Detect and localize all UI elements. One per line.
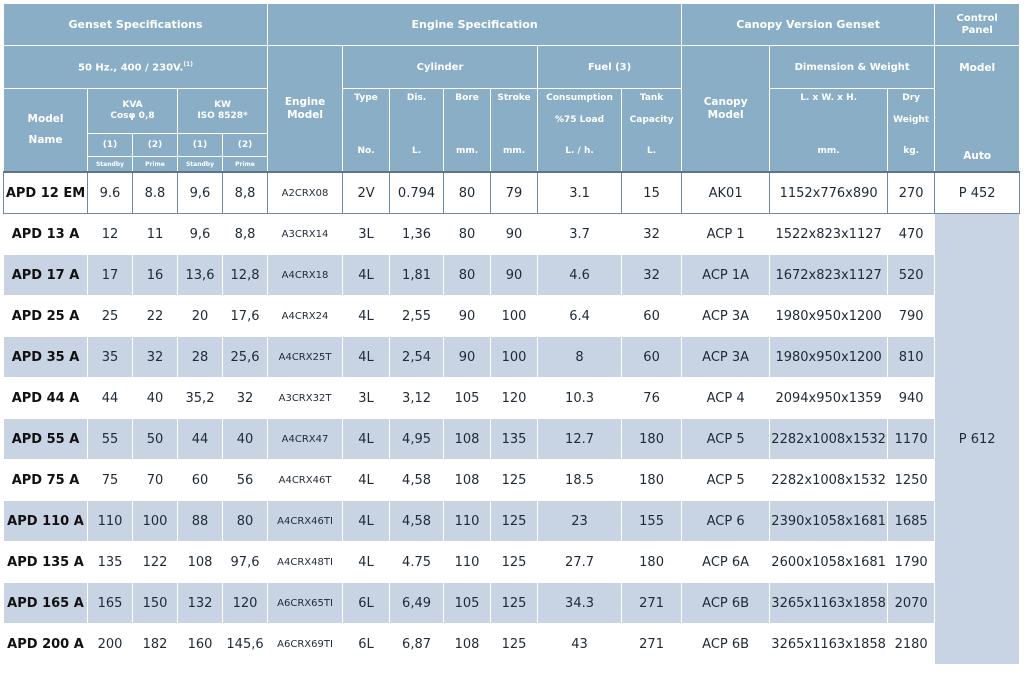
model-name-cell: APD 25 A <box>4 296 88 337</box>
dimensions-cell: 1522x823x1127 <box>770 214 888 255</box>
fuel-consumption-cell: 8 <box>538 337 622 378</box>
tank-capacity-cell: 271 <box>622 624 682 665</box>
lwh-header <box>770 89 888 173</box>
kw-prime-cell: 120 <box>223 583 268 624</box>
displacement-cell: 2,55 <box>390 296 444 337</box>
kva-prime-cell: 122 <box>133 542 178 583</box>
kva-prime-cell: 100 <box>133 501 178 542</box>
kw-prime-cell: 17,6 <box>223 296 268 337</box>
kva-header <box>88 89 178 134</box>
tank-capacity-cell: 60 <box>622 296 682 337</box>
table-row <box>4 337 1020 378</box>
kva-standby-cell: 55 <box>88 419 133 460</box>
cylinder-type-cell: 6L <box>343 624 390 665</box>
kva-prime-cell: 70 <box>133 460 178 501</box>
fuel-consumption-cell: 43 <box>538 624 622 665</box>
kva-col1-header: (1) <box>88 134 133 157</box>
kw-prime-cell: 80 <box>223 501 268 542</box>
displacement-cell: 4,58 <box>390 460 444 501</box>
kw-prime-cell: 97,6 <box>223 542 268 583</box>
canopy-model-header-line2: Model <box>707 108 744 121</box>
dimensions-cell: 2094x950x1359 <box>770 378 888 419</box>
dry-line2: Weight <box>893 115 930 125</box>
kw-prime-cell: 8,8 <box>223 172 268 214</box>
kva-standby-cell: 110 <box>88 501 133 542</box>
tank-capacity-cell: 271 <box>622 583 682 624</box>
kva-standby-cell: 9.6 <box>88 172 133 214</box>
canopy-version-header: Canopy Version Genset <box>682 4 935 46</box>
kva-prime-cell: 182 <box>133 624 178 665</box>
kw-standby-cell: 9,6 <box>178 172 223 214</box>
displacement-cell: 1,36 <box>390 214 444 255</box>
kw-standby-cell: 60 <box>178 460 223 501</box>
frequency-footnote: (1) <box>183 60 193 68</box>
kw-standby-cell: 28 <box>178 337 223 378</box>
kva-prime-cell: 16 <box>133 255 178 296</box>
bore-header <box>444 89 491 173</box>
consumption-unit: L. / h. <box>565 146 594 156</box>
consumption-line2: %75 Load <box>554 115 605 125</box>
bore-cell: 108 <box>444 460 491 501</box>
engine-model-cell: A4CRX48TI <box>268 542 343 583</box>
engine-model-cell: A4CRX25T <box>268 337 343 378</box>
kva-standby-cell: 165 <box>88 583 133 624</box>
tank-capacity-cell: 60 <box>622 337 682 378</box>
spec-sheet <box>3 3 1019 679</box>
engine-model-cell: A6CRX69TI <box>268 624 343 665</box>
kva-standby-cell: 25 <box>88 296 133 337</box>
tank-capacity-cell: 76 <box>622 378 682 419</box>
engine-specification-header: Engine Specification <box>268 4 682 46</box>
table-row <box>4 460 1020 501</box>
bore-unit: mm. <box>455 146 479 156</box>
bore-cell: 105 <box>444 378 491 419</box>
kw-prime-label: Prime <box>223 157 268 173</box>
fuel-consumption-cell: 10.3 <box>538 378 622 419</box>
stroke-cell: 100 <box>491 337 538 378</box>
canopy-model-cell: ACP 5 <box>682 419 770 460</box>
dimensions-cell: 3265x1163x1858 <box>770 583 888 624</box>
tank-capacity-cell: 32 <box>622 214 682 255</box>
stroke-cell: 100 <box>491 296 538 337</box>
model-name-cell: APD 110 A <box>4 501 88 542</box>
kw-standby-cell: 13,6 <box>178 255 223 296</box>
lwh-unit: mm. <box>817 146 840 156</box>
fuel-consumption-cell: 27.7 <box>538 542 622 583</box>
kw-standby-label: Standby <box>178 157 223 173</box>
kw-header-line2: ISO 8528* <box>197 111 248 121</box>
fuel-consumption-cell: 4.6 <box>538 255 622 296</box>
kva-header-line2: Cosφ 0,8 <box>110 111 155 121</box>
tank-capacity-cell: 180 <box>622 419 682 460</box>
kw-standby-cell: 88 <box>178 501 223 542</box>
dimensions-cell: 2282x1008x1532 <box>770 419 888 460</box>
cylinder-type-cell: 4L <box>343 337 390 378</box>
table-row <box>4 419 1020 460</box>
bore-cell: 105 <box>444 583 491 624</box>
tank-capacity-cell: 180 <box>622 542 682 583</box>
dry-weight-cell: 940 <box>888 378 935 419</box>
table-row <box>4 583 1020 624</box>
bore-cell: 110 <box>444 542 491 583</box>
kw-col1-header: (1) <box>178 134 223 157</box>
bore-cell: 80 <box>444 214 491 255</box>
model-name-cell: APD 200 A <box>4 624 88 665</box>
dry-line1: Dry <box>902 93 921 103</box>
kw-standby-cell: 9,6 <box>178 214 223 255</box>
kva-prime-cell: 22 <box>133 296 178 337</box>
kva-standby-cell: 75 <box>88 460 133 501</box>
fuel-consumption-cell: 6.4 <box>538 296 622 337</box>
dimensions-cell: 3265x1163x1858 <box>770 624 888 665</box>
fuel-consumption-cell: 18.5 <box>538 460 622 501</box>
dry-weight-cell: 470 <box>888 214 935 255</box>
table-row <box>4 501 1020 542</box>
dis-unit: L. <box>411 146 422 156</box>
dry-weight-cell: 790 <box>888 296 935 337</box>
dry-weight-cell: 1170 <box>888 419 935 460</box>
bore-cell: 90 <box>444 296 491 337</box>
kw-header-line1: KW <box>214 100 231 110</box>
model-name-header-line1: Model <box>27 113 64 125</box>
model-name-cell: APD 35 A <box>4 337 88 378</box>
cylinder-type-cell: 4L <box>343 542 390 583</box>
kva-prime-cell: 32 <box>133 337 178 378</box>
genset-specifications-header: Genset Specifications <box>4 4 268 46</box>
canopy-model-cell: AK01 <box>682 172 770 214</box>
dry-weight-cell: 810 <box>888 337 935 378</box>
fuel-consumption-cell: 12.7 <box>538 419 622 460</box>
model-name-cell: APD 135 A <box>4 542 88 583</box>
kw-col2-header: (2) <box>223 134 268 157</box>
dis-header <box>390 89 444 173</box>
table-row <box>4 378 1020 419</box>
lwh-label: L. x W. x H. <box>800 93 858 103</box>
model-name-cell: APD 165 A <box>4 583 88 624</box>
stroke-label: Stroke <box>497 93 531 103</box>
kw-prime-cell: 8,8 <box>223 214 268 255</box>
cylinder-type-cell: 4L <box>343 255 390 296</box>
canopy-model-cell: ACP 3A <box>682 296 770 337</box>
kva-prime-label: Prime <box>133 157 178 173</box>
kva-standby-cell: 200 <box>88 624 133 665</box>
stroke-cell: 90 <box>491 255 538 296</box>
canopy-model-header-line1: Canopy <box>703 95 748 108</box>
dimension-weight-header: Dimension & Weight <box>770 46 935 89</box>
bore-cell: 108 <box>444 419 491 460</box>
table-row <box>4 172 1020 214</box>
model-name-header <box>4 89 88 173</box>
table-row <box>4 214 1020 255</box>
tank-line1: Tank <box>639 93 664 103</box>
dis-label: Dis. <box>406 93 427 103</box>
frequency-voltage-header <box>4 46 268 89</box>
control-panel-cell: P 612 <box>935 214 1020 665</box>
cylinder-type-cell: 3L <box>343 378 390 419</box>
dimensions-cell: 1152x776x890 <box>770 172 888 214</box>
cylinder-type-cell: 4L <box>343 501 390 542</box>
cylinder-type-cell: 3L <box>343 214 390 255</box>
stroke-cell: 125 <box>491 501 538 542</box>
stroke-unit: mm. <box>502 146 526 156</box>
stroke-cell: 135 <box>491 419 538 460</box>
bore-cell: 80 <box>444 172 491 214</box>
kw-standby-cell: 20 <box>178 296 223 337</box>
tank-header <box>622 89 682 173</box>
dry-weight-cell: 1250 <box>888 460 935 501</box>
displacement-cell: 0.794 <box>390 172 444 214</box>
tank-line2: Capacity <box>629 115 674 125</box>
kw-standby-cell: 108 <box>178 542 223 583</box>
table-row <box>4 296 1020 337</box>
engine-model-header-line1: Engine <box>284 95 326 108</box>
stroke-cell: 125 <box>491 542 538 583</box>
dimensions-cell: 1980x950x1200 <box>770 296 888 337</box>
fuel-header: Fuel (3) <box>538 46 682 89</box>
model-name-cell: APD 75 A <box>4 460 88 501</box>
kva-standby-label: Standby <box>88 157 133 173</box>
cylinder-type-cell: 4L <box>343 296 390 337</box>
panel-model-header <box>935 46 1020 173</box>
dry-weight-cell: 2070 <box>888 583 935 624</box>
kva-prime-cell: 40 <box>133 378 178 419</box>
kw-standby-cell: 132 <box>178 583 223 624</box>
engine-model-cell: A2CRX08 <box>268 172 343 214</box>
displacement-cell: 3,12 <box>390 378 444 419</box>
tank-unit: L. <box>647 146 657 156</box>
kva-standby-cell: 17 <box>88 255 133 296</box>
canopy-model-cell: ACP 3A <box>682 337 770 378</box>
engine-model-cell: A4CRX46TI <box>268 501 343 542</box>
tank-capacity-cell: 180 <box>622 460 682 501</box>
model-name-cell: APD 12 EM <box>4 172 88 214</box>
model-name-cell: APD 17 A <box>4 255 88 296</box>
displacement-cell: 6,87 <box>390 624 444 665</box>
cylinder-type-cell: 2V <box>343 172 390 214</box>
kva-prime-cell: 8.8 <box>133 172 178 214</box>
bore-cell: 110 <box>444 501 491 542</box>
dry-weight-cell: 2180 <box>888 624 935 665</box>
engine-model-cell: A4CRX24 <box>268 296 343 337</box>
model-name-header-line2: Name <box>28 134 63 146</box>
stroke-cell: 90 <box>491 214 538 255</box>
kw-prime-cell: 40 <box>223 419 268 460</box>
dimensions-cell: 1672x823x1127 <box>770 255 888 296</box>
engine-model-cell: A4CRX18 <box>268 255 343 296</box>
kva-prime-cell: 50 <box>133 419 178 460</box>
cylinder-type-cell: 4L <box>343 419 390 460</box>
canopy-model-cell: ACP 6B <box>682 624 770 665</box>
engine-model-cell: A4CRX46T <box>268 460 343 501</box>
consumption-line1: Consumption <box>546 93 613 103</box>
kw-prime-cell: 145,6 <box>223 624 268 665</box>
canopy-model-cell: ACP 5 <box>682 460 770 501</box>
dimensions-cell: 1980x950x1200 <box>770 337 888 378</box>
dry-weight-cell: 1790 <box>888 542 935 583</box>
canopy-model-cell: ACP 6A <box>682 542 770 583</box>
fuel-consumption-cell: 3.1 <box>538 172 622 214</box>
dry-weight-header <box>888 89 935 173</box>
dry-unit: kg. <box>903 146 920 156</box>
dimensions-cell: 2600x1058x1681 <box>770 542 888 583</box>
dry-weight-cell: 270 <box>888 172 935 214</box>
displacement-cell: 4,58 <box>390 501 444 542</box>
model-name-cell: APD 44 A <box>4 378 88 419</box>
kw-standby-cell: 160 <box>178 624 223 665</box>
fuel-consumption-cell: 34.3 <box>538 583 622 624</box>
canopy-model-cell: ACP 1 <box>682 214 770 255</box>
consumption-header <box>538 89 622 173</box>
kva-col2-header: (2) <box>133 134 178 157</box>
fuel-consumption-cell: 23 <box>538 501 622 542</box>
dry-weight-cell: 520 <box>888 255 935 296</box>
model-name-cell: APD 13 A <box>4 214 88 255</box>
displacement-cell: 2,54 <box>390 337 444 378</box>
dimensions-cell: 2282x1008x1532 <box>770 460 888 501</box>
engine-model-header-line2: Model <box>287 108 323 121</box>
dry-weight-cell: 1685 <box>888 501 935 542</box>
control-panel-header-line1: Control <box>956 12 998 24</box>
spec-table-body <box>4 172 1020 665</box>
displacement-cell: 4.75 <box>390 542 444 583</box>
canopy-model-cell: ACP 6B <box>682 583 770 624</box>
canopy-model-cell: ACP 4 <box>682 378 770 419</box>
control-panel-cell: P 452 <box>935 172 1020 214</box>
table-row <box>4 542 1020 583</box>
canopy-model-header <box>682 46 770 173</box>
type-header <box>343 89 390 173</box>
tank-capacity-cell: 155 <box>622 501 682 542</box>
displacement-cell: 6,49 <box>390 583 444 624</box>
panel-model-label: Model <box>959 61 996 74</box>
bore-label: Bore <box>455 93 479 103</box>
table-row <box>4 255 1020 296</box>
displacement-cell: 1,81 <box>390 255 444 296</box>
cylinder-type-cell: 4L <box>343 460 390 501</box>
engine-model-cell: A3CRX32T <box>268 378 343 419</box>
displacement-cell: 4,95 <box>390 419 444 460</box>
tank-capacity-cell: 32 <box>622 255 682 296</box>
stroke-header <box>491 89 538 173</box>
bore-cell: 80 <box>444 255 491 296</box>
canopy-model-cell: ACP 6 <box>682 501 770 542</box>
cylinder-type-cell: 6L <box>343 583 390 624</box>
model-name-cell: APD 55 A <box>4 419 88 460</box>
type-label: Type <box>354 93 378 103</box>
control-panel-header-line2: Panel <box>961 24 993 36</box>
canopy-model-cell: ACP 1A <box>682 255 770 296</box>
kva-prime-cell: 11 <box>133 214 178 255</box>
genset-spec-table <box>3 3 1020 665</box>
kva-standby-cell: 12 <box>88 214 133 255</box>
kva-header-line1: KVA <box>122 100 143 110</box>
stroke-cell: 125 <box>491 460 538 501</box>
type-unit: No. <box>357 146 375 156</box>
kw-standby-cell: 35,2 <box>178 378 223 419</box>
kva-standby-cell: 44 <box>88 378 133 419</box>
kw-prime-cell: 25,6 <box>223 337 268 378</box>
engine-model-cell: A3CRX14 <box>268 214 343 255</box>
bore-cell: 108 <box>444 624 491 665</box>
kw-standby-cell: 44 <box>178 419 223 460</box>
panel-model-unit: Auto <box>963 149 992 162</box>
kw-prime-cell: 12,8 <box>223 255 268 296</box>
cylinder-header: Cylinder <box>343 46 538 89</box>
engine-model-cell: A6CRX65TI <box>268 583 343 624</box>
stroke-cell: 125 <box>491 624 538 665</box>
kw-prime-cell: 56 <box>223 460 268 501</box>
engine-model-cell: A4CRX47 <box>268 419 343 460</box>
kva-standby-cell: 35 <box>88 337 133 378</box>
kva-standby-cell: 135 <box>88 542 133 583</box>
kva-prime-cell: 150 <box>133 583 178 624</box>
stroke-cell: 125 <box>491 583 538 624</box>
stroke-cell: 79 <box>491 172 538 214</box>
dimensions-cell: 2390x1058x1681 <box>770 501 888 542</box>
stroke-cell: 120 <box>491 378 538 419</box>
control-panel-header <box>935 4 1020 46</box>
bore-cell: 90 <box>444 337 491 378</box>
kw-prime-cell: 32 <box>223 378 268 419</box>
table-row <box>4 624 1020 665</box>
frequency-voltage-text: 50 Hz., 400 / 230V. <box>78 62 184 74</box>
fuel-consumption-cell: 3.7 <box>538 214 622 255</box>
tank-capacity-cell: 15 <box>622 172 682 214</box>
engine-model-header <box>268 46 343 173</box>
kw-header <box>178 89 268 134</box>
